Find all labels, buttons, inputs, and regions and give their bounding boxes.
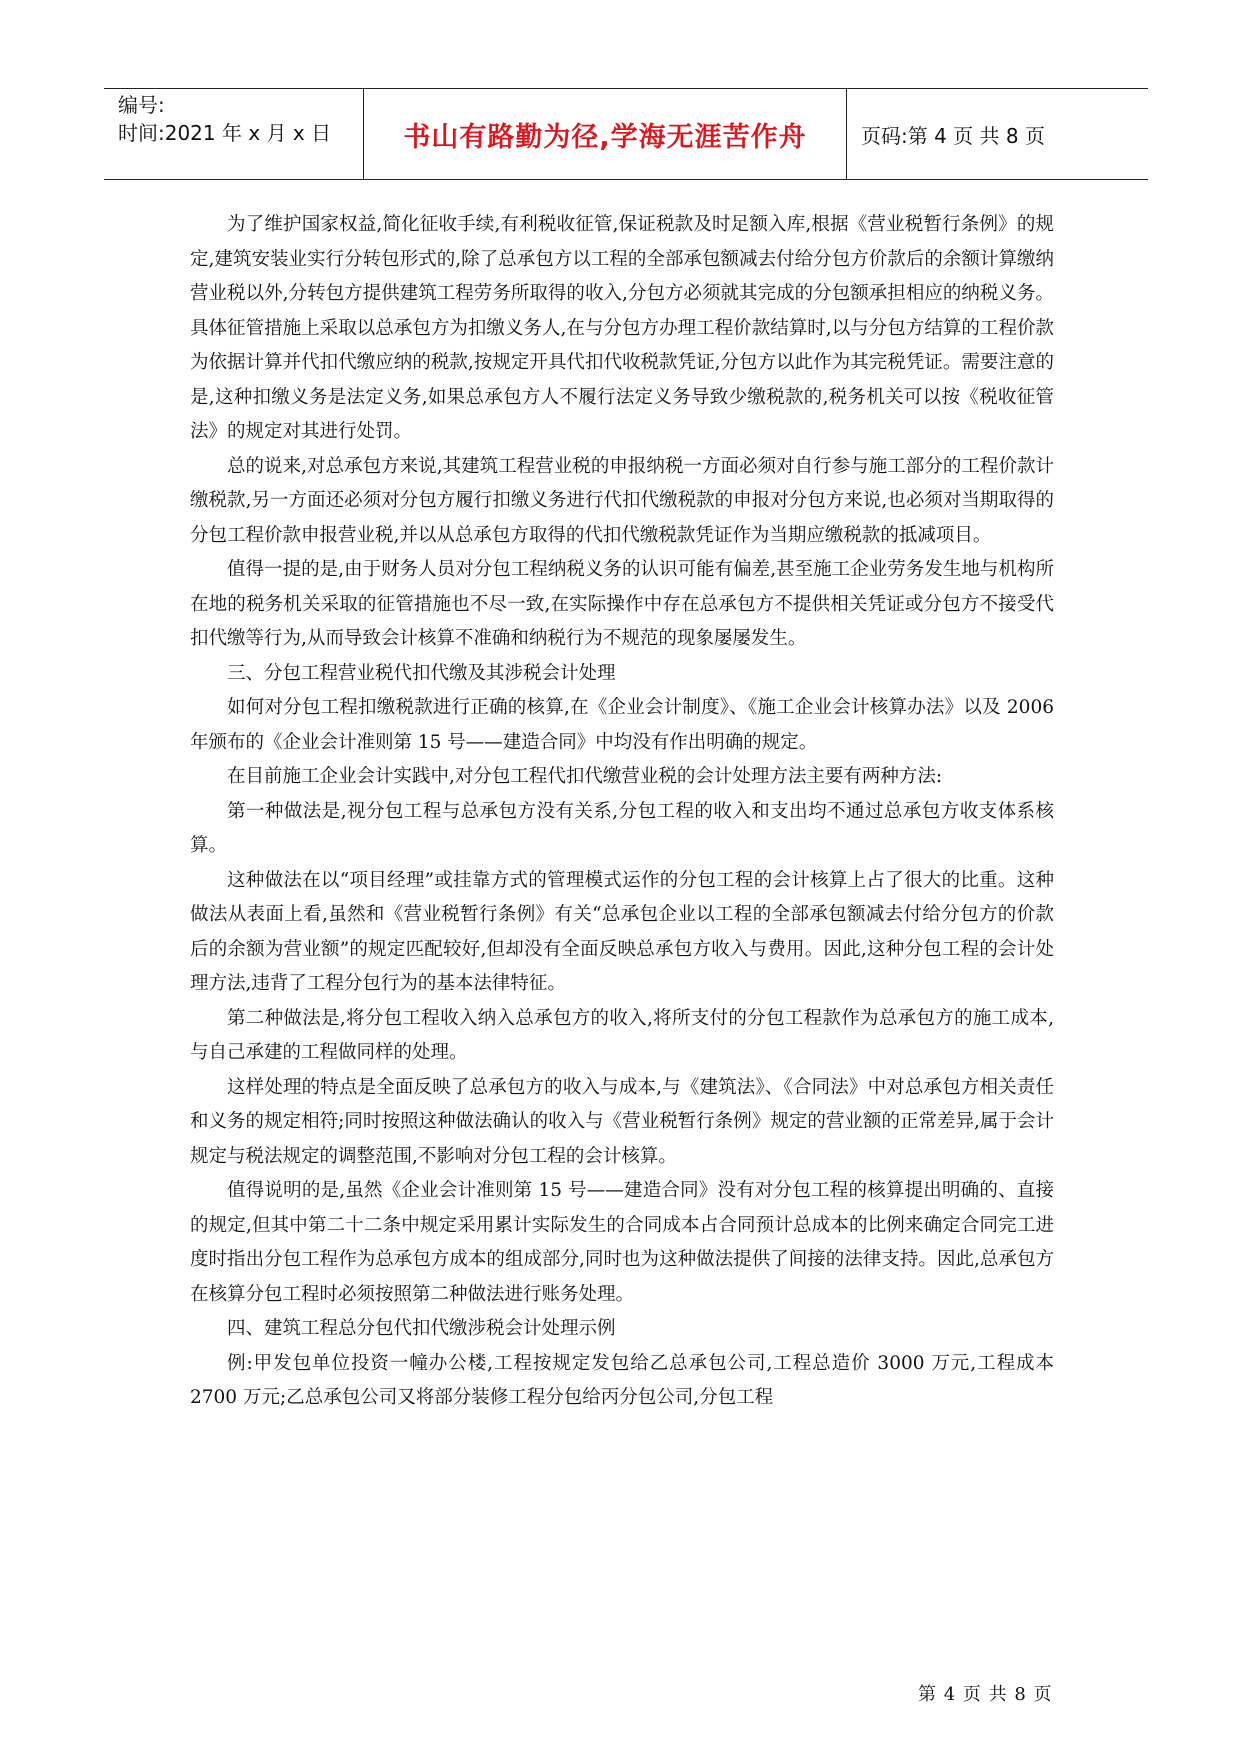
paragraph: 为了维护国家权益,简化征收手续,有利税收征管,保证税款及时足额入库,根据《营业税暂行条例》的规定,建筑安装业实行分转包形式的,除了总承包方以工程的全部承包额减去付给分包方价款后的余额计算缴纳营业税以外,分转包方提供建筑工程劳务所取得的收入,分包方必须就其完成的分包额承担相应的纳税义务。具体征管措施上采取以总承包方为扣缴义务人,在与分包方办理工程价款结算时,以与分包方结算的工程价款为依据计算并代扣代缴应纳的税款,按规定开具代扣代收税款凭证,分包方以此作为其完税凭证。需要注意的是,这种扣缴义务是法定义务,如果总承包方人不履行法定义务导致少缴税款的,税务机关可以按《税收征管法》的规定对其进行处罚。: [190, 214, 1054, 442]
header-meta: [104, 89, 364, 179]
section-heading: 三、分包工程营业税代扣代缴及其涉税会计处理: [227, 662, 616, 684]
document-time-label: 时间:2021 年 x 月 x 日: [118, 121, 332, 145]
paragraph: 第一种做法是,视分包工程与总承包方没有关系,分包工程的收入和支出均不通过总承包方收支体系核算。: [190, 800, 1054, 856]
section-heading: 四、建筑工程总分包代扣代缴涉税会计处理示例: [227, 1318, 616, 1339]
page-header: [104, 88, 1148, 180]
page-footer-number: 第 4 页 共 8 页: [918, 1684, 1053, 1705]
paragraph: 总的说来,对总承包方来说,其建筑工程营业税的申报纳税一方面必须对自行参与施工部分的工程价款计缴税款,另一方面还必须对分包方履行扣缴义务进行代扣代缴税款的申报对分包方来说,也必须对当期取得的分包工程价款申报营业税,并以从总承包方取得的代扣代缴税款凭证作为当期应缴税款的抵减项目。: [190, 455, 1054, 546]
paragraph: 这种做法在以“项目经理”或挂靠方式的管理模式运作的分包工程的会计核算上占了很大的比重。这种做法从表面上看,虽然和《营业税暂行条例》有关“总承包企业以工程的全部承包额减去付给分包方的价款后的余额为营业额”的规定匹配较好,但却没有全面反映总承包方收入与费用。因此,这种分包工程的会计处理方法,违背了工程分包行为的基本法律特征。: [190, 869, 1054, 994]
paragraph: 例:甲发包单位投资一幢办公楼,工程按规定发包给乙总承包公司,工程总造价 3000 万元,工程成本 2700 万元;乙总承包公司又将部分装修工程分包给丙分包公司,分包工程: [190, 1352, 1054, 1408]
paragraph: 值得说明的是,虽然《企业会计准则第 15 号——建造合同》没有对分包工程的核算提出明确的、直接的规定,但其中第二十二条中规定采用累计实际发生的合同成本占合同预计总成本的比例来确定合同完工进度时指出分包工程作为总承包方成本的组成部分,同时也为这种做法提供了间接的法律支持。因此,总承包方在核算分包工程时必须按照第二种做法进行账务处理。: [190, 1180, 1054, 1305]
document-body: [190, 208, 1054, 1416]
header-motto: 书山有路勤为径,学海无涯苦作舟: [364, 89, 847, 179]
paragraph: 在目前施工企业会计实践中,对分包工程代扣代缴营业税的会计处理方法主要有两种方法:: [227, 766, 943, 787]
paragraph: 值得一提的是,由于财务人员对分包工程纳税义务的认识可能有偏差,甚至施工企业劳务发生地与机构所在地的税务机关采取的征管措施也不尽一致,在实际操作中存在总承包方不提供相关凭证或分包方不接受代扣代缴等行为,从而导致会计核算不准确和纳税行为不规范的现象屡屡发生。: [190, 559, 1054, 649]
header-page-label: 页码:第 4 页 共 8 页: [861, 123, 1045, 148]
paragraph: 如何对分包工程扣缴税款进行正确的核算,在《企业会计制度》、《施工企业会计核算办法》以及 2006 年颁布的《企业会计准则第 15 号——建造合同》中均没有作出明确的规定。: [190, 697, 1054, 753]
document-number-label: 编号:: [118, 93, 165, 117]
paragraph: 这样处理的特点是全面反映了总承包方的收入与成本,与《建筑法》、《合同法》中对总承包方相关责任和义务的规定相符;同时按照这种做法确认的收入与《营业税暂行条例》规定的营业额的正常差异,属于会计规定与税法规定的调整范围,不影响对分包工程的会计核算。: [190, 1076, 1054, 1167]
paragraph: 第二种做法是,将分包工程收入纳入总承包方的收入,将所支付的分包工程款作为总承包方的施工成本,与自己承建的工程做同样的处理。: [190, 1007, 1054, 1063]
